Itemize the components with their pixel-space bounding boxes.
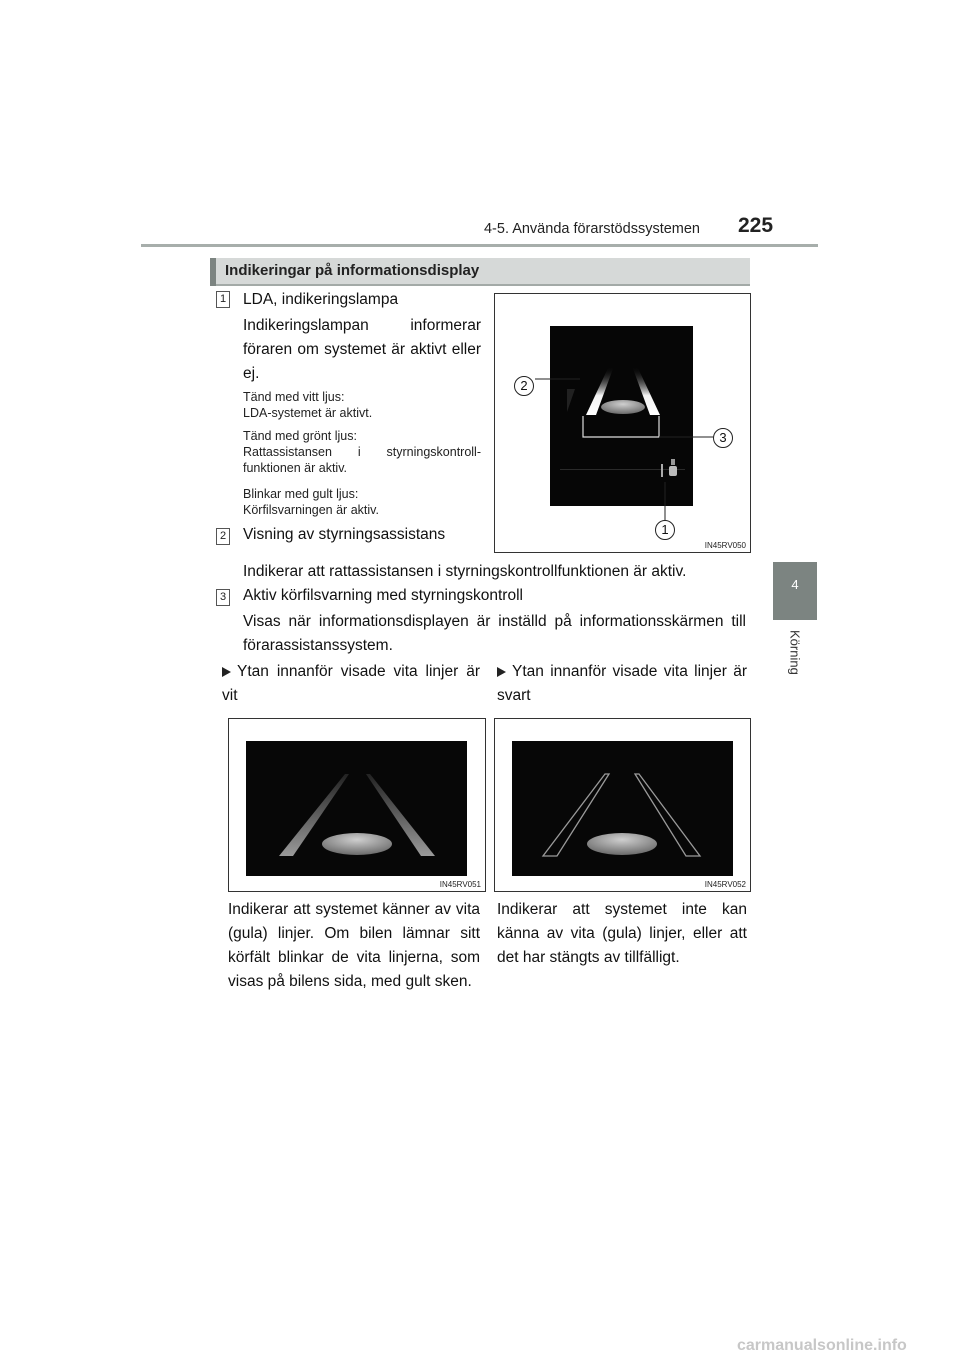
figure-main-illustration	[495, 294, 750, 552]
item-number-2: 2	[216, 528, 230, 545]
state-white-label: Tänd med vitt ljus:	[243, 390, 345, 404]
item-1-title: LDA, indikeringslampa	[243, 291, 399, 308]
figure-right-id: IN45RV052	[704, 880, 746, 889]
section-heading-text: Indikeringar på informationsdisplay	[225, 262, 480, 279]
item-3-title: Aktiv körfilsvarning med styrningskontroll	[243, 587, 523, 604]
car-silhouette	[601, 400, 645, 414]
state-yellow-text: Körfilsvarningen är aktiv.	[243, 503, 379, 517]
page-number: 225	[738, 214, 774, 237]
watermark: carmanualsonline.info	[737, 1337, 907, 1354]
state-yellow	[243, 486, 481, 518]
item-number-3: 3	[216, 589, 230, 606]
state-white	[243, 389, 481, 421]
figure-left	[228, 718, 486, 892]
state-green-label: Tänd med grönt ljus:	[243, 429, 357, 443]
figure-right	[494, 718, 751, 892]
callout-3: 3	[713, 428, 733, 448]
item-2-title: Visning av styrningsassistans	[243, 526, 446, 543]
left-figure-heading	[222, 660, 480, 708]
item-3-description: Visas när informationsdisplayen är inställd på informationsskärmen till förarassistanssystem.	[243, 613, 746, 654]
running-header-title: 4-5. Använda förarstödssystemen	[483, 221, 700, 237]
callout-1: 1	[655, 520, 675, 540]
chapter-label-text: Körning	[787, 630, 803, 675]
figure-right-illustration	[495, 719, 750, 891]
car-silhouette	[322, 833, 392, 855]
figure-main	[494, 293, 751, 553]
car-silhouette	[587, 833, 657, 855]
chapter-label	[778, 630, 812, 690]
figure-main-id: IN45RV050	[704, 541, 746, 550]
figure-left-illustration	[229, 719, 485, 891]
screen	[550, 326, 693, 506]
right-figure-caption: Indikerar att systemet inte kan känna av vita (gula) linjer, eller att det har stängts av tillfälligt.	[497, 901, 747, 966]
header-rule	[141, 244, 818, 247]
state-white-text: LDA-systemet är aktivt.	[243, 406, 373, 420]
triangle-bullet-icon	[497, 667, 506, 677]
callout-2: 2	[514, 376, 534, 396]
item-1-description: Indikeringslampan informerar föraren om systemet är aktivt eller ej.	[243, 317, 481, 382]
section-heading	[210, 258, 750, 286]
right-figure-heading	[497, 660, 747, 708]
state-yellow-label: Blinkar med gult ljus:	[243, 487, 359, 501]
left-figure-caption: Indikerar att systemet känner av vita (gula) linjer. Om bilen lämnar sitt körfält blinkar de vita linjerna, som visas på bilens sida, med gult sken.	[228, 901, 480, 990]
section-heading-bar	[210, 258, 216, 286]
state-green	[243, 428, 481, 476]
triangle-bullet-icon	[222, 667, 231, 677]
chapter-tab: 4	[773, 562, 817, 620]
state-green-text: Rattassistansen i styrningskontroll-funktionen är aktiv.	[243, 445, 481, 475]
right-figure-heading-text: Ytan innanför visade vita linjer är svart	[497, 663, 747, 704]
figure-left-id: IN45RV051	[439, 880, 481, 889]
item-number-1: 1	[216, 291, 230, 308]
left-figure-heading-text: Ytan innanför visade vita linjer är vit	[222, 663, 480, 704]
item-2-description: Indikerar att rattassistansen i styrningskontrollfunktionen är aktiv.	[243, 563, 687, 580]
